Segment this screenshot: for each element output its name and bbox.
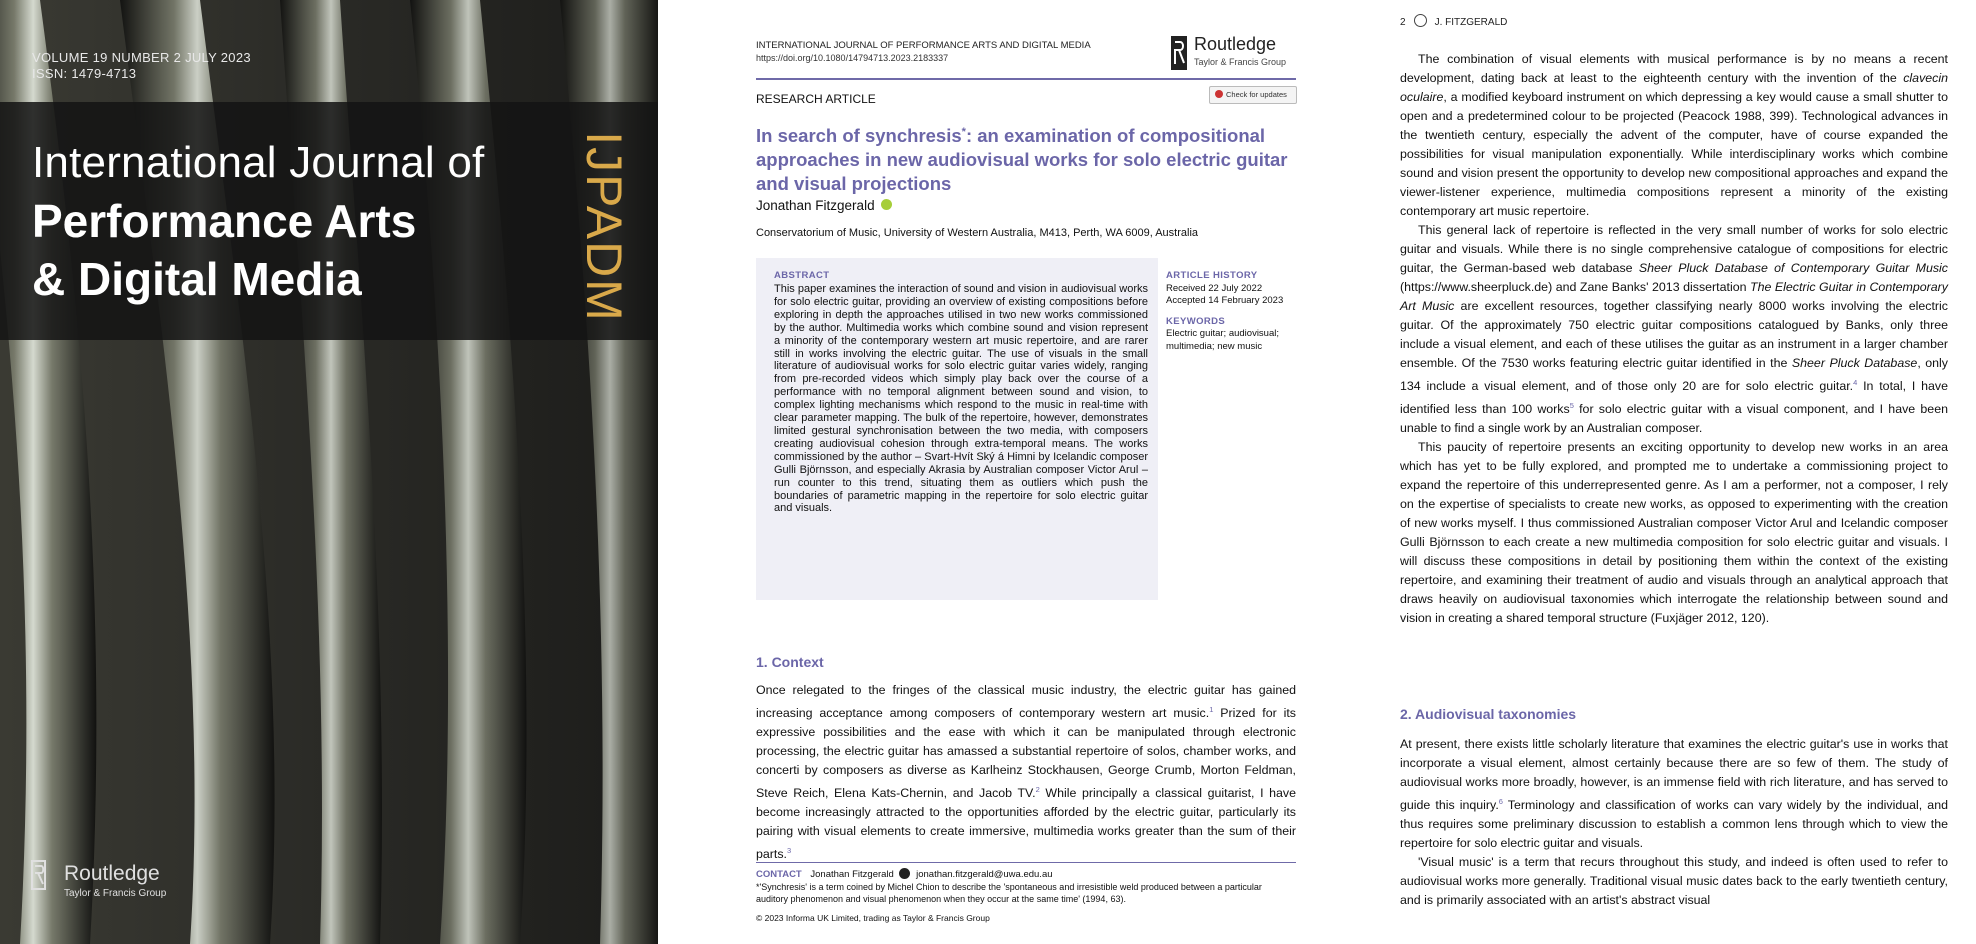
- running-head-author: J. FITZGERALD: [1434, 17, 1508, 28]
- check-updates-label: Check for updates: [1226, 90, 1287, 99]
- abstract-heading: ABSTRACT: [774, 270, 830, 281]
- cover-abbreviation-text: IJPADM: [575, 131, 632, 323]
- footnote-ref-4[interactable]: 4: [1853, 378, 1858, 387]
- doi-link[interactable]: https://doi.org/10.1080/14794713.2023.2183337: [756, 53, 949, 63]
- journal-cover: [0, 0, 658, 944]
- author-affiliation: Conservatorium of Music, University of Western Australia, M413, Perth, WA 6009, Australia: [756, 227, 1199, 239]
- routledge-logo-icon: [1170, 36, 1188, 70]
- p2-text-c: are excellent resources, together classifying nearly 8000 works involving the electric guitar. Of the approximately 750 electric guitar compositions catalogued by Banks, only three include a visual element, and each of these utilises the guitar as an instrument in a larger chamber ensemble. Of the 7530 works featuring electric guitar identified in the: [1400, 299, 1948, 370]
- cover-issn: ISSN: 1479-4713: [32, 66, 137, 81]
- routledge-header-logo: [1170, 34, 1300, 74]
- running-header: [1400, 14, 1507, 28]
- paragraph-3: This paucity of repertoire presents an exciting opportunity to develop new works in an area which has yet to be fully explored, and prompted me to undertake a commissioning project to expand the repertoire of this underrepresented genre. As I am a performer, not a composer, I rely on the expertise of specialists to create new works, as opposed to experimenting with the creation of new works myself. I thus commissioned Australian composer Victor Arul and Icelandic composer Gulli Björnsson to each create a new multimedia composition for solo electric guitar and visuals. I will discuss these compositions in detail by positioning them within the context of the existing repertoire, and examining their treatment of audio and visuals through an analytical approach that draws heavily on audiovisual taxonomies which interrogate the relationship between sound and vision in creating a shared temporal structure (Fuxjäger 2012, 120).: [1400, 440, 1948, 626]
- keywords-list: Electric guitar; audiovisual; multimedia; new music: [1166, 328, 1279, 352]
- paragraph-2: [1400, 221, 1948, 438]
- abstract-text: This paper examines the interaction of sound and vision in audiovisual works for solo electric guitar, providing an overview of existing compositions before exploring in depth the approaches utilised in two new works commissioned by the author. Multimedia works which combine sound and vision represent a minority of the contemporary western art music repertoire, and are rarer still in works involving the electric guitar. The use of visuals in the small literature of audiovisual works for solo electric guitar varies widely, ranging from pre-recorded videos which simply play back over the course of a performance with no temporal alignment between sound and vision, to complex lighting mechanisms which respond to the music in real-time with clear parameter mapping. The bulk of the repertoire, however, demonstrates limited gestural synchronisation between the two media, with composers creating audiovisual cohesion through extra-temporal means. The works commissioned by the author – Svart-Hvít Ský á Himni by Icelandic composer Gulli Björnsson, and especially Akrasia by Australian composer Victor Arul – run counter to this trend, situating them as outliers which push the boundaries of parametric mapping in the repertoire for solo electric guitar and visuals.: [774, 283, 1148, 515]
- contact-name: Jonathan Fitzgerald: [810, 869, 894, 880]
- section1-body: [756, 681, 1296, 864]
- p4-text-a: At present, there exists little scholarly literature that examines the electric guitar's use in works that incorporate a visual element, almost certainly because there are so few of them. The study of audiovisual works more broadly, however, is an immense field with rich literature, and has served to guide this inquiry.: [1400, 737, 1948, 813]
- email-icon: [899, 868, 910, 879]
- cover-journal-title: [32, 134, 484, 308]
- p2-italic-1: Sheer Pluck Database of Contemporary Guitar Music: [1638, 261, 1948, 275]
- cover-volume: VOLUME 19 NUMBER 2 JULY 2023: [32, 50, 251, 65]
- paragraph-1: [1400, 50, 1948, 221]
- article-first-page: [756, 34, 1296, 923]
- received-date: Received 22 July 2022: [1166, 282, 1263, 294]
- section1-heading: 1. Context: [756, 654, 824, 670]
- p2-text-a: This general lack of repertoire is reflected in the very small number of works for solo electric guitar and visuals. While there is no single comprehensive catalogue of compositions for electric guitar, the German-based web database: [1400, 223, 1948, 275]
- p2-text-b: (https://www.sheerpluck.de) and Zane Banks' 2013 dissertation: [1400, 280, 1751, 294]
- check-for-updates-button[interactable]: [1209, 86, 1297, 104]
- journal-emblem-icon: [1414, 14, 1427, 27]
- cover-title-line2: Performance Arts: [32, 195, 417, 247]
- p2-text-e: In total, I have identified less than 100 works: [1400, 379, 1949, 417]
- cover-title-line1: International Journal of: [32, 138, 485, 187]
- title-part1: In search of synchresis: [756, 125, 962, 147]
- article-type: RESEARCH ARTICLE: [756, 92, 876, 106]
- contact-email-link[interactable]: jonathan.fitzgerald@uwa.edu.au: [916, 869, 1053, 880]
- p1-italic: clavecin oculaire: [1400, 71, 1948, 104]
- cover-publisher: [30, 860, 167, 899]
- article-history: [1166, 270, 1296, 353]
- orcid-icon[interactable]: [881, 199, 892, 210]
- paragraph-4: [1400, 735, 1948, 853]
- footnote-ref-5[interactable]: 5: [1569, 401, 1574, 411]
- title-part2: : an examination of compositional approaches in new audiovisual works for solo electric guitar and visual projections: [756, 125, 1288, 195]
- footnote-ref-3[interactable]: 3: [787, 846, 792, 856]
- journal-name-header: INTERNATIONAL JOURNAL OF PERFORMANCE ARTS AND DIGITAL MEDIA: [756, 40, 1091, 51]
- page2-body: [1400, 50, 1948, 628]
- header-divider: [756, 78, 1296, 80]
- accepted-date: Accepted 14 February 2023: [1166, 295, 1284, 306]
- cover-publisher-name: Routledge: [64, 862, 160, 885]
- p1-text-a: The combination of visual elements with musical performance is by no means a recent development, dating back at least to the eighteenth century with the invention of the: [1400, 52, 1948, 85]
- routledge-logo-icon: [30, 860, 48, 890]
- history-heading: ARTICLE HISTORY: [1166, 270, 1258, 281]
- keywords-heading: KEYWORDS: [1166, 315, 1226, 327]
- section1-text-b: Prized for its expressive possibilities and the ease with which it can be manipulated through electronic processing, the electric guitar has amassed a substantial repertoire of solos, chamber works, and concerti by composers as diverse as Karlheinz Stockhausen, George Crumb, Morton Feldman, Steve Reich, Elena Kats-Chernin, and Jacob TV.: [756, 706, 1296, 801]
- p2-text-d: , only 134 include a visual element, and of those only 20 are for solo electric guitar.: [1400, 356, 1948, 394]
- p1-text-b: , a modified keyboard instrument on which depressing a key would cause a small shutter to open and a predetermined colour to be projected (Peacock 1988, 399). Technological advances in the twentieth century, especially the advent of the computer, have of course expanded the possibilities for visual manipulation exponentially. While interdisciplinary works which combine sound and vision present the opportunity to develop new compositional approaches and expand the viewer-listener experience, multimedia compositions represent a minority of the existing contemporary art music repertoire.: [1400, 90, 1948, 218]
- copyright: © 2023 Informa UK Limited, trading as Taylor & Francis Group: [756, 913, 990, 923]
- update-check-icon: [1215, 90, 1223, 98]
- footnote-ref-2[interactable]: 2: [1035, 785, 1040, 795]
- title-footnote-mark[interactable]: *: [961, 126, 966, 138]
- header-publisher-name: Routledge: [1194, 34, 1277, 54]
- paragraph-5: 'Visual music' is a term that recurs throughout this study, and indeed is often used to refer to audiovisual works more generally. Traditional visual music dates back to the early twentieth century, and is primarily associated with an artist's abstract visual: [1400, 855, 1948, 908]
- title-footnote: *'Synchresis' is a term coined by Michel Chion to describe the 'spontaneous and irresistible weld produced between a particular auditory phenomenon and visual phenomenon when they occur at the same time' (1994, 63).: [756, 882, 1262, 904]
- author-name: [756, 198, 892, 213]
- section2-heading: 2. Audiovisual taxonomies: [1400, 706, 1577, 722]
- p2-italic-3: Sheer Pluck Database: [1791, 356, 1918, 370]
- cover-issue-info: [32, 50, 251, 82]
- p2-italic-2: The Electric Guitar in Contemporary Art Music: [1400, 280, 1948, 313]
- section1-text-a: Once relegated to the fringes of the classical music industry, the electric guitar has gained increasing acceptance among composers of contemporary western art music.: [756, 683, 1296, 721]
- cover-publisher-sub: Taylor & Francis Group: [64, 888, 167, 899]
- section1-text-c: While principally a classical guitarist, I have become increasingly attracted to the opportunities afforded by the electric guitar, particularly its pairing with visual elements to create immersive, multimedia works greater than the sum of their parts.: [756, 786, 1296, 862]
- p4-text-b: Terminology and classification of works can vary widely by the individual, and thus requires some preliminary discussion to establish a common lens through which to view the repertoire for solo electric guitar and visuals.: [1400, 798, 1948, 851]
- footnote-divider: [756, 862, 1296, 863]
- footnote-ref-6[interactable]: 6: [1498, 797, 1503, 806]
- article-title: [756, 120, 1296, 196]
- p2-text-f: for solo electric guitar with a visual component, and I have been unable to find a single work by an Australian composer.: [1400, 402, 1948, 436]
- footnote-ref-1[interactable]: 1: [1209, 705, 1214, 714]
- contact-line: [756, 868, 1053, 880]
- cover-abbreviation: [560, 122, 640, 332]
- page-number: 2: [1400, 17, 1406, 28]
- author-name-text[interactable]: Jonathan Fitzgerald: [756, 198, 875, 213]
- cover-title-line3: & Digital Media: [32, 253, 362, 305]
- header-publisher-sub: Taylor & Francis Group: [1194, 57, 1287, 67]
- contact-heading: CONTACT: [756, 869, 802, 880]
- section2-body: [1400, 735, 1948, 910]
